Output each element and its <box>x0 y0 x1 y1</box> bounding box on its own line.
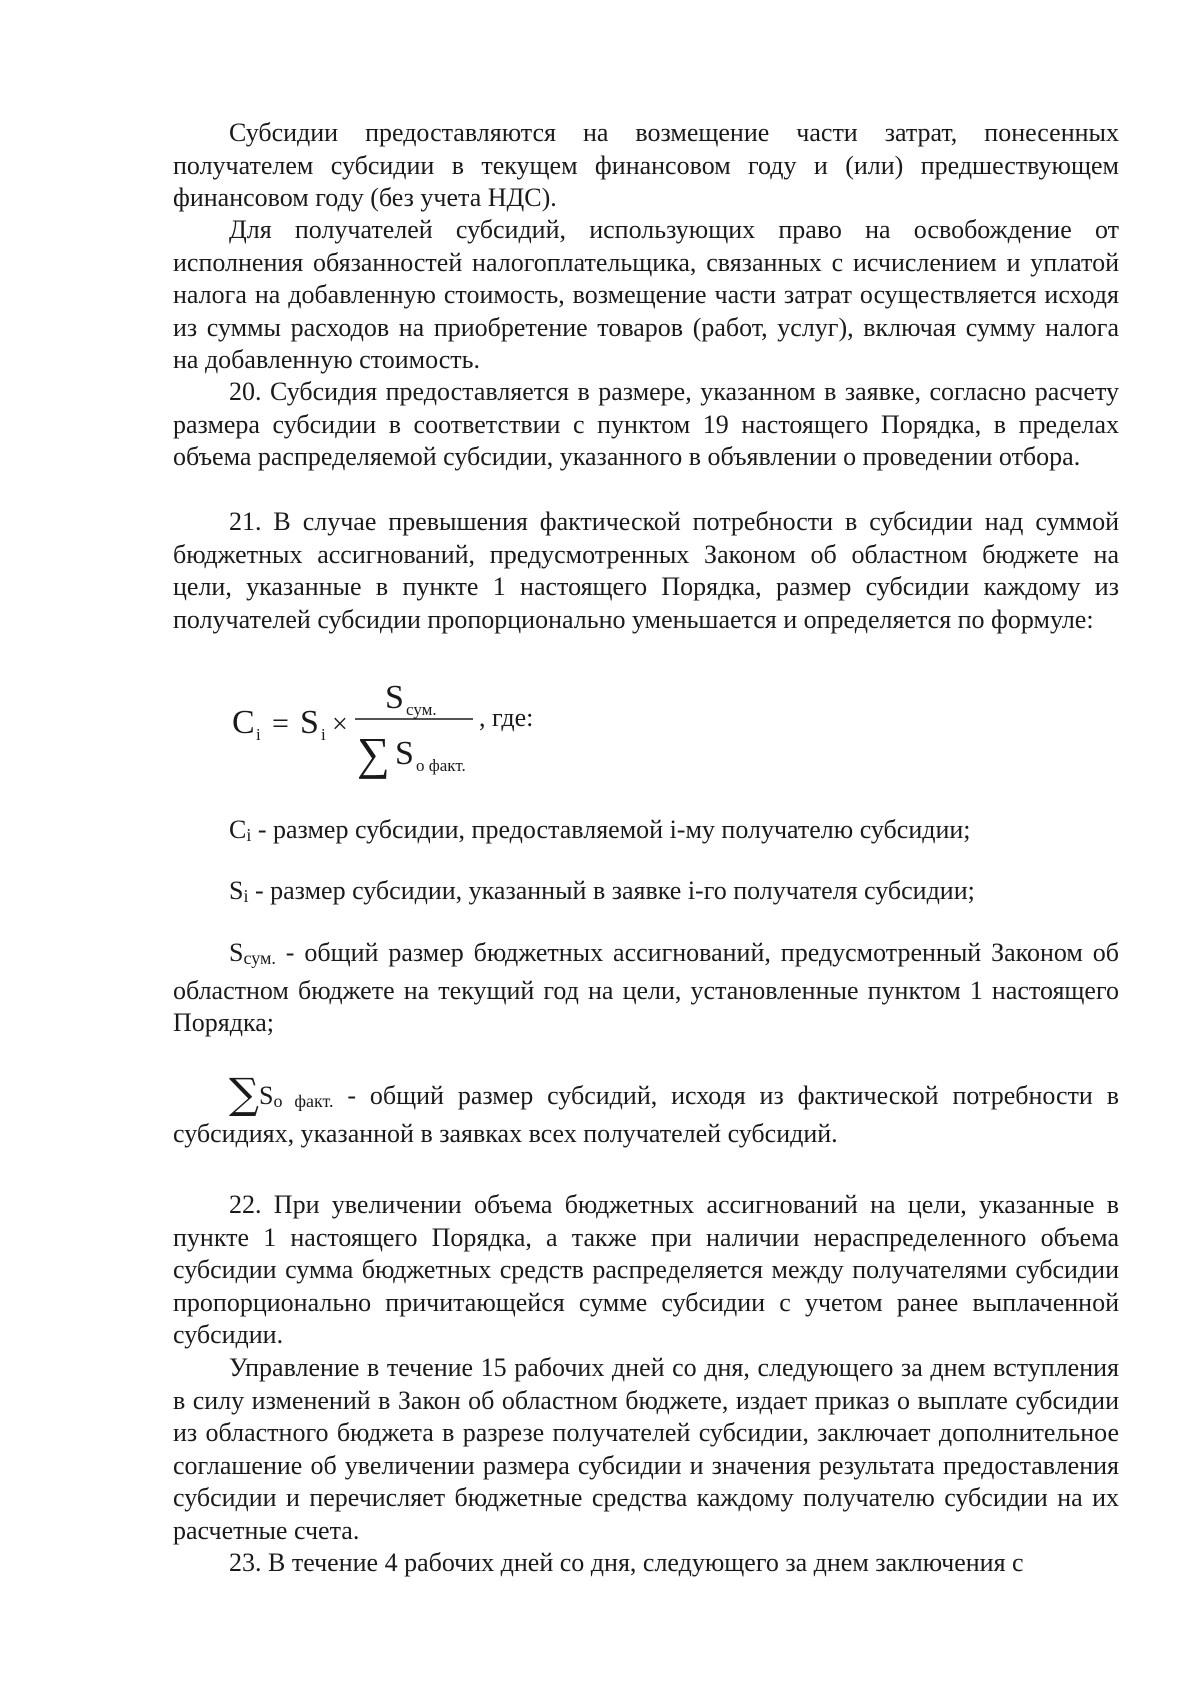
formula-s: S <box>300 704 319 741</box>
paragraph-23 <box>173 1547 1119 1580</box>
def-symbol: C <box>229 815 247 844</box>
def-symbol: S <box>229 876 244 905</box>
def-sigma: ∑ <box>229 1069 259 1118</box>
formula-numerator-sub: сум. <box>406 700 437 719</box>
def-text: - размер субсидии, указанный в заявке i-го получателя субсидии; <box>248 876 975 905</box>
paragraph-text: 21. В случае превышения фактической потребности в субсидии над суммой бюджетных ассигнований, предусмотренных Законом об областном бюджете на цели, указанные в пункте 1 настоящего Порядка, размер субсидии каждому из получателей субсидии пропорционально уменьшается и определяется по формуле: <box>173 507 1119 634</box>
definition-ci <box>173 814 1119 852</box>
formula-lhs-sub: i <box>256 725 261 744</box>
formula-denominator: S <box>395 735 414 772</box>
paragraph-management <box>173 1352 1119 1547</box>
def-text: - общий размер субсидий, исходя из фактической потребности в субсидиях, указанной в заявках всех получателей субсидий. <box>173 1081 1119 1148</box>
def-symbol: S <box>229 938 244 967</box>
formula-lhs: C <box>232 704 255 741</box>
def-symbol-sub: i <box>246 825 252 845</box>
def-symbol-sub: сум. <box>243 948 276 968</box>
def-symbol: S <box>258 1081 274 1110</box>
paragraph-text: Для получателей субсидий, использующих право на освобождение от исполнения обязанностей налогоплательщика, связанных с исчислением и уплатой налога на добавленную стоимость, возмещение части затрат осуществляется исходя из суммы расходов на приобретение товаров (работ, услуг), включая сумму налога на добавленную стоимость. <box>173 215 1119 374</box>
paragraph-text: 20. Субсидия предоставляется в размере, указанном в заявке, согласно расчету размера субсидии в соответствии с пунктом 19 настоящего Порядка, в пределах объема распределяемой субсидии, указанного в объявлении о проведении отбора. <box>173 377 1119 471</box>
paragraph-20 <box>173 376 1119 474</box>
paragraph-22 <box>173 1189 1119 1352</box>
paragraph-1 <box>173 117 1119 215</box>
def-symbol-sub: о факт. <box>273 1091 334 1111</box>
definition-ssum <box>173 937 1119 1040</box>
formula-equals: = <box>272 707 289 740</box>
paragraph-text: Субсидии предоставляются на возмещение части затрат, понесенных получателем субсидии в текущем финансовом году и (или) предшествующем финансовом году (без учета НДС). <box>173 118 1119 212</box>
def-text: - общий размер бюджетных ассигнований, предусмотренный Законом об областном бюджете на текущий год на цели, установленные пунктом 1 настоящего Порядка; <box>173 938 1119 1037</box>
paragraph-text: 23. В течение 4 рабочих дней со дня, следующего за днем заключения с <box>229 1548 1024 1577</box>
paragraph-2 <box>173 214 1119 377</box>
def-text: - размер субсидии, предоставляемой i-му получателю субсидии; <box>251 815 971 844</box>
formula-s-sub: i <box>321 725 326 744</box>
paragraph-text: 22. При увеличении объема бюджетных ассигнований на цели, указанные в пункте 1 настоящего Порядка, а также при наличии нераспределенного объема субсидии сумма бюджетных средств распределяется между получателями субсидии пропорционально причитающейся сумме субсидии с учетом ранее выплаченной субсидии. <box>173 1190 1119 1349</box>
paragraph-text: Управление в течение 15 рабочих дней со дня, следующего за днем вступления в силу изменений в Закон об областном бюджете, издает приказ о выплате субсидии из областного бюджета в разрезе получателей субсидии, заключает дополнительное соглашение об увеличении размера субсидии и значения результата предоставления субсидии и перечисляет бюджетные средства каждому получателю субсидии на их расчетные счета. <box>173 1353 1119 1545</box>
definition-si <box>173 875 1119 913</box>
formula-sigma: ∑ <box>357 728 390 779</box>
paragraph-21 <box>173 506 1119 636</box>
formula-numerator: S <box>385 679 404 716</box>
def-symbol-sub: i <box>243 886 249 906</box>
formula-times: × <box>332 709 348 740</box>
subsidy-formula <box>232 674 652 779</box>
formula-tail: , где: <box>479 703 534 732</box>
definition-sum-sfact <box>173 1069 1119 1150</box>
formula-denominator-sub: о факт. <box>416 756 466 775</box>
